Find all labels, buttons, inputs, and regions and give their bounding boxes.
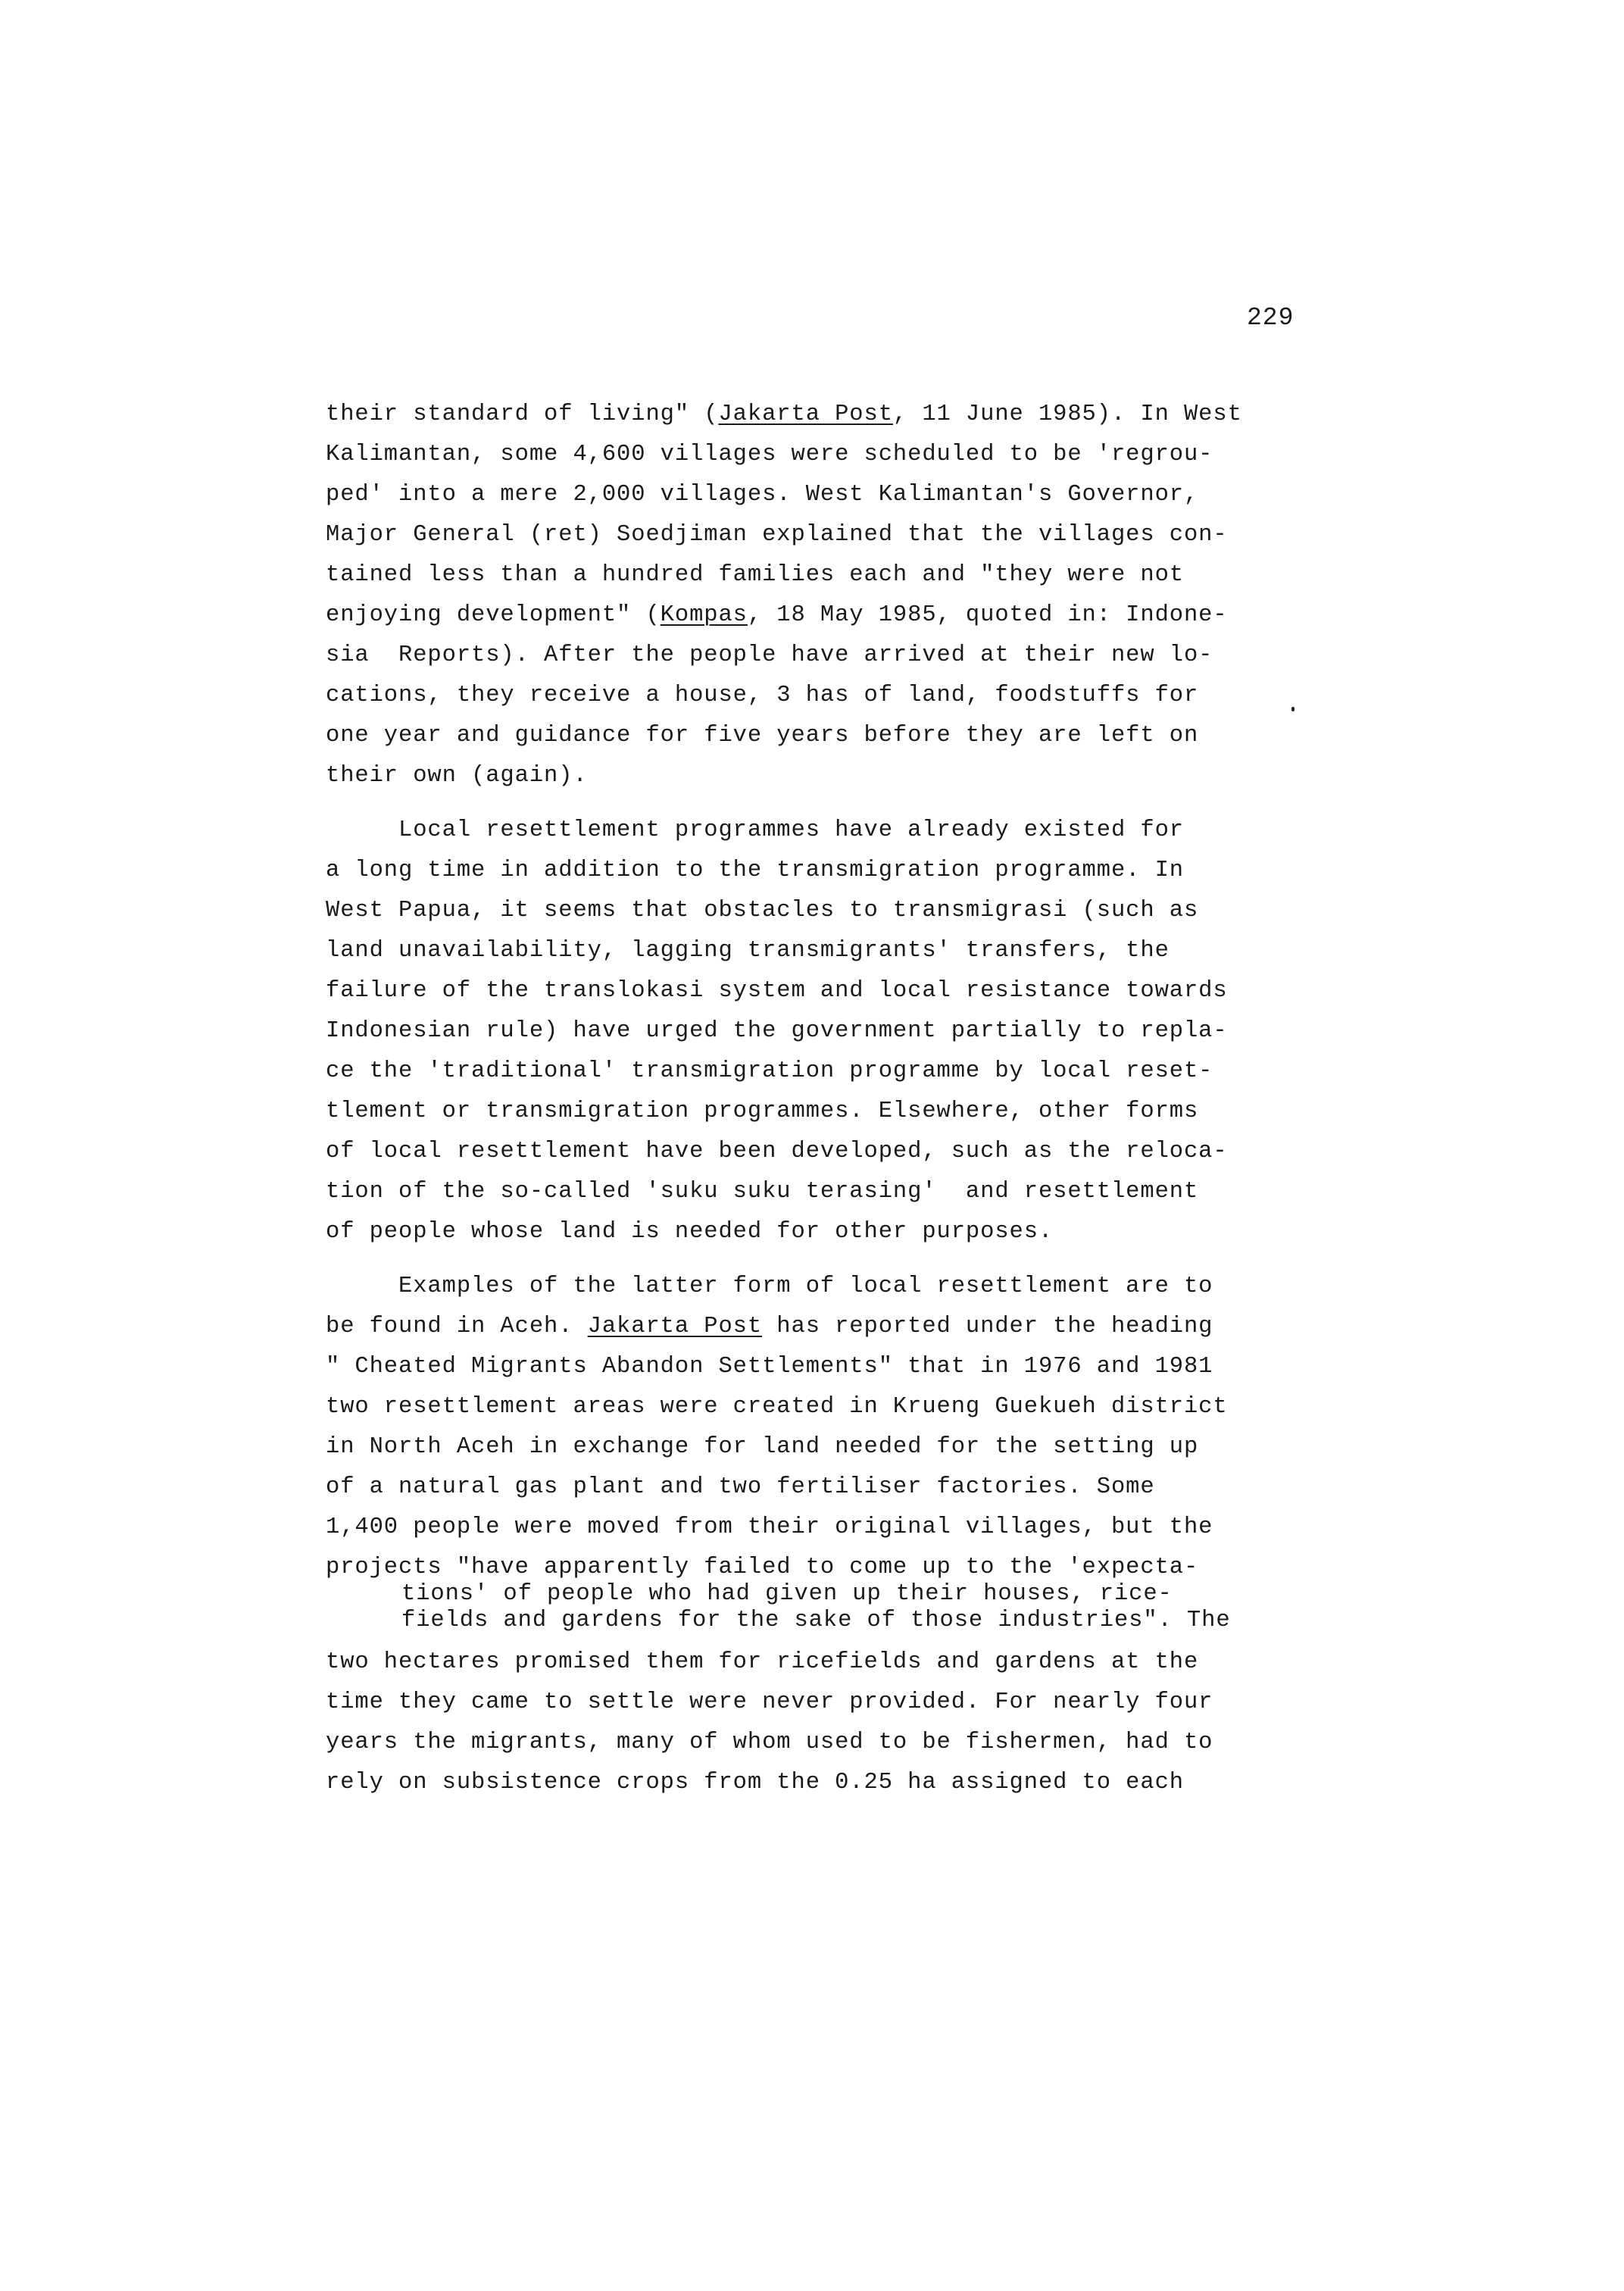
text-line: a long time in addition to the transmigration programme. In xyxy=(326,858,1184,883)
text-line: Kalimantan, some 4,600 villages were scheduled to be 'regrou- xyxy=(326,442,1213,467)
underlined-source-title: Jakarta Post xyxy=(587,1314,763,1339)
text-line: tions' of people who had given up their houses, rice- xyxy=(401,1581,1173,1607)
page-number: 229 xyxy=(1247,304,1295,332)
text-line: their own (again). xyxy=(326,763,588,789)
text-line: be found in Aceh. Jakarta Post has reported under the heading xyxy=(326,1314,1213,1339)
text-line: enjoying development" (Kompas, 18 May 1985, quoted in: Indone- xyxy=(326,602,1228,628)
text-line: their standard of living" (Jakarta Post, 11 June 1985). In West xyxy=(326,402,1242,427)
underlined-source-title: Jakarta Post xyxy=(718,402,893,427)
text-line: Examples of the latter form of local resettlement are to xyxy=(326,1274,1213,1299)
text-line: sia Reports). After the people have arrived at their new lo- xyxy=(326,642,1213,668)
text-line: 1,400 people were moved from their original villages, but the xyxy=(326,1514,1213,1540)
text-line: in North Aceh in exchange for land needed for the setting up xyxy=(326,1434,1199,1460)
text-line: land unavailability, lagging transmigrants' transfers, the xyxy=(326,938,1170,964)
text-line: years the migrants, many of whom used to be fishermen, had to xyxy=(326,1730,1213,1755)
text-line: time they came to settle were never provided. For nearly four xyxy=(326,1689,1213,1715)
text-line: ce the 'traditional' transmigration programme by local reset- xyxy=(326,1058,1213,1084)
text-line: of local resettlement have been developed, such as the reloca- xyxy=(326,1139,1228,1164)
text-line: tained less than a hundred families each and "they were not xyxy=(326,562,1184,588)
text-line: tlement or transmigration programmes. Elsewhere, other forms xyxy=(326,1099,1199,1124)
text-line: rely on subsistence crops from the 0.25 ha assigned to each xyxy=(326,1770,1184,1796)
text-line: " Cheated Migrants Abandon Settlements" that in 1976 and 1981 xyxy=(326,1354,1213,1380)
text-line: fields and gardens for the sake of those industries". The xyxy=(401,1608,1231,1633)
text-line: one year and guidance for five years before they are left on xyxy=(326,723,1199,749)
text-line: of people whose land is needed for other purposes. xyxy=(326,1219,1054,1245)
text-line: Indonesian rule) have urged the government partially to repla- xyxy=(326,1018,1228,1044)
text-line: tion of the so-called 'suku suku terasing' and resettlement xyxy=(326,1179,1199,1205)
text-line: of a natural gas plant and two fertiliser factories. Some xyxy=(326,1474,1155,1500)
text-line: West Papua, it seems that obstacles to transmigrasi (such as xyxy=(326,898,1199,924)
text-line: projects "have apparently failed to come up to the 'expecta- xyxy=(326,1555,1199,1580)
text-line: Major General (ret) Soedjiman explained that the villages con- xyxy=(326,522,1228,548)
scan-speck xyxy=(1291,707,1295,711)
text-line: two hectares promised them for ricefields and gardens at the xyxy=(326,1649,1199,1675)
text-line: cations, they receive a house, 3 has of land, foodstuffs for xyxy=(326,683,1199,708)
underlined-source-title: Kompas xyxy=(660,602,748,628)
text-line: ped' into a mere 2,000 villages. West Kalimantan's Governor, xyxy=(326,482,1199,508)
text-line: failure of the translokasi system and local resistance towards xyxy=(326,978,1228,1004)
text-line: Local resettlement programmes have already existed for xyxy=(326,817,1184,843)
text-line: two resettlement areas were created in Krueng Guekueh district xyxy=(326,1394,1228,1420)
